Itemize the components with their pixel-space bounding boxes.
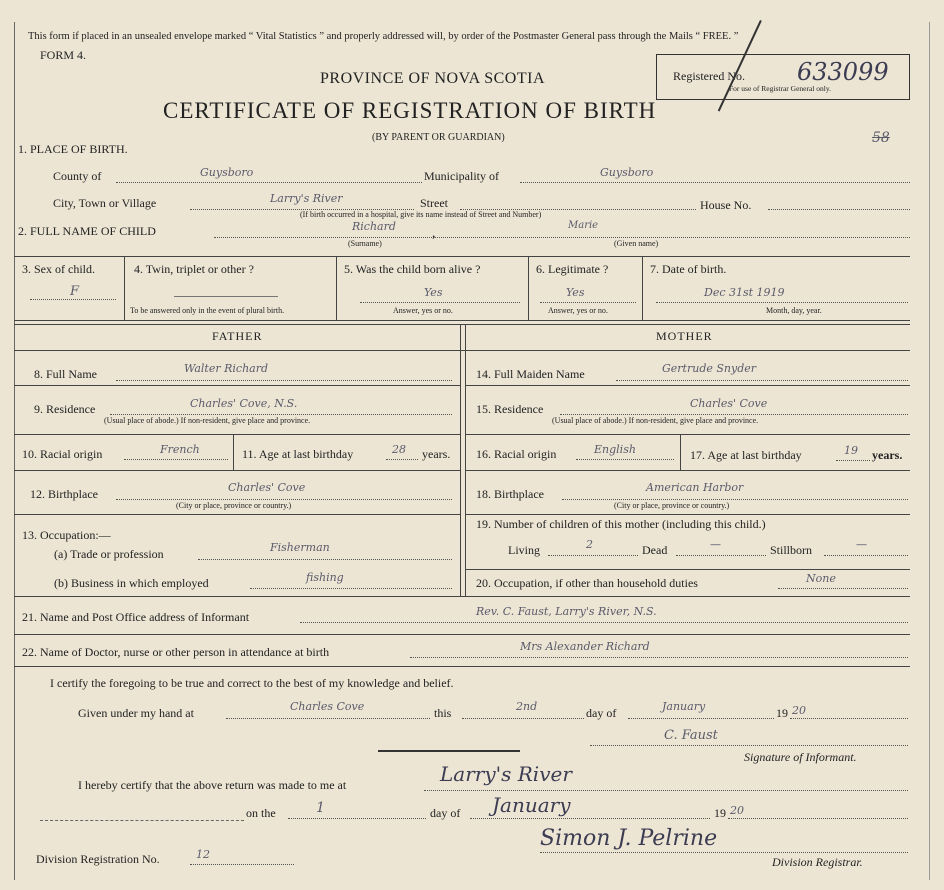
trade-value: Fisherman: [270, 541, 330, 554]
father-racial-label: 10. Racial origin: [22, 447, 103, 461]
registrar-day-of-label: day of: [430, 806, 461, 820]
registrar-note: For use of Registrar General only.: [729, 84, 831, 93]
left-border: [14, 22, 15, 880]
page-subtitle: (BY PARENT OR GUARDIAN): [372, 132, 505, 143]
this-label: this: [434, 706, 452, 720]
province-heading: PROVINCE OF NOVA SCOTIA: [320, 70, 546, 87]
corner-mark: 58: [872, 130, 890, 146]
surname-note: (Surname): [348, 239, 382, 248]
dead-label: Dead: [642, 543, 668, 557]
doctor-value: Mrs Alexander Richard: [520, 640, 650, 653]
informant-label: 21. Name and Post Office address of Informant: [22, 610, 250, 624]
registrar-statement: I hereby certify that the above return was made to me at: [78, 778, 347, 792]
legitimate-note: Answer, yes or no.: [548, 306, 608, 315]
registered-label: Registered No.: [673, 69, 745, 83]
business-value: fishing: [306, 571, 344, 584]
house-label: House No.: [700, 198, 752, 212]
division-no-label: Division Registration No.: [36, 852, 160, 866]
child-surname: Richard: [352, 220, 396, 233]
mother-name-label: 14. Full Maiden Name: [476, 367, 585, 381]
cert-year-prefix: 19: [776, 706, 788, 720]
child-given-name: Marie: [568, 220, 599, 231]
legitimate-label: 6. Legitimate ?: [536, 262, 609, 276]
mother-residence-value: Charles' Cove: [690, 397, 768, 410]
doctor-label: 22. Name of Doctor, nurse or other person in attendance at birth: [22, 645, 330, 659]
registered-number-box: [656, 54, 910, 100]
county-label: County of: [53, 169, 102, 183]
registrar-day: 1: [316, 800, 325, 816]
alive-label: 5. Was the child born alive ?: [344, 262, 481, 276]
registrar-year-prefix: 19: [714, 806, 726, 820]
mother-residence-note: (Usual place of abode.) If non-resident, give place and province.: [552, 416, 759, 425]
municipality-label: Municipality of: [424, 169, 499, 183]
signature-of-informant-label: Signature of Informant.: [744, 750, 857, 764]
registered-value: 633099: [797, 58, 889, 86]
registrar-year: 20: [730, 804, 744, 817]
given-label: Given under my hand at: [78, 706, 194, 720]
twin-note: To be answered only in the event of plural birth.: [130, 306, 285, 315]
mother-residence-label: 15. Residence: [476, 402, 544, 416]
father-age-value: 28: [392, 443, 406, 456]
registrar-place: Larry's River: [440, 762, 572, 786]
given-place: Charles Cove: [290, 700, 365, 713]
date-note: Month, day, year.: [766, 306, 822, 315]
informant-signature: C. Faust: [664, 728, 718, 743]
municipality-value: Guysboro: [600, 166, 654, 179]
business-label: (b) Business in which employed: [54, 576, 209, 590]
children-label: 19. Number of children of this mother (including this child.): [476, 517, 766, 531]
right-border: [929, 22, 930, 880]
birth-certificate: This form if placed in an unsealed envelope marked “ Vital Statistics ” and properly addressed will, by order of the Postmaster General pass through the Mails “ FREE. ” FORM 4. PROVINCE OF NOVA SCOTIA CERTIFICATE OF REGISTRATION OF BIRTH (BY PARENT OR GUARDIAN) Registered No. 633099 For use of Registrar General only. 58 1. PLACE OF BIRTH. County of Guysboro Municipality of Guysboro City, Town or Village Larry's River Street House No. (If birth occurred in a hospital, give its name instead of Street and Number) 2. FULL NAME OF CHILD Richard , Marie (Surname) (Given name) 3. Sex of child. F 4. Twin, triplet or other ? To be answered only in the event of plural birth. 5. Was the child born alive ? Yes Answer, yes or no. 6. Legitimate ? Yes Answer, yes or no. 7. Date of birth. Dec 31st 1919 Month, day, year. FATHER MOTHER 8. Full Name Walter Richard 9. Residence Charles' Cove, N.S. (Usual place of abode.) If non-resident, give place and province. 10. Racial origin French 11. Age at last birthday 28 years. 12. Birthplace Charles' Cove (City or place, province or country.) 13. Occupation:— (a) Trade or profession Fisherman (b) Business in which employed fishing 14. Full Maiden Name Gertrude Snyder 15. Residence Charles' Cove (Usual place of abode.) If non-resident, give place and province. 16. Racial origin English 17. Age at last birthday 19 years. 18. Birthplace American Harbor (City or place, province or country.) 19. Number of children of this mother (including this child.) Living 2 Dead — Stillborn — 20. Occupation, if other than household duties None 21. Name and Post Office address of Informant Rev. C. Faust, Larry's River, N.S. 22. Name of Doctor, nurse or other person in attendance at birth Mrs Alexander Richard I certify the foregoing to be true and correct to the best of my knowledge and belief. Given under my hand at Charles Cove this 2nd day of January 19 20 C. Faust Signature of Informant. I hereby certify that the above return was made to me at Larry's River on the 1 day of January 19 20 Simon J. Pelrine Division Registration No. 12 Division Registrar.: [0, 0, 944, 890]
twin-label: 4. Twin, triplet or other ?: [134, 262, 254, 276]
child-name-label: 2. FULL NAME OF CHILD: [18, 224, 156, 238]
form-number: FORM 4.: [40, 48, 87, 62]
date-value: Dec 31st 1919: [704, 286, 785, 299]
stillborn-label: Stillborn: [770, 543, 813, 557]
place-of-birth-label: 1. PLACE OF BIRTH.: [18, 142, 128, 156]
stillborn-value: —: [856, 538, 867, 551]
division-registrar-label: Division Registrar.: [772, 855, 863, 869]
registrar-month: January: [492, 793, 571, 817]
city-value: Larry's River: [270, 192, 343, 205]
father-name-value: Walter Richard: [184, 362, 269, 375]
father-racial-value: French: [160, 443, 200, 456]
given-note: (Given name): [614, 239, 659, 248]
mother-occupation-value: None: [806, 572, 836, 585]
city-label: City, Town or Village: [53, 196, 157, 210]
father-residence-note: (Usual place of abode.) If non-resident, give place and province.: [104, 416, 311, 425]
legitimate-value: Yes: [566, 286, 585, 299]
mother-racial-value: English: [594, 443, 636, 456]
mother-birthplace-value: American Harbor: [646, 481, 744, 494]
mother-birthplace-note: (City or place, province or country.): [614, 501, 730, 510]
mother-years: years.: [872, 448, 903, 462]
date-label: 7. Date of birth.: [650, 262, 727, 276]
hospital-note: (If birth occurred in a hospital, give its name instead of Street and Number): [300, 210, 542, 219]
father-age-label: 11. Age at last birthday: [242, 447, 354, 461]
cert-month-value: January: [662, 700, 706, 713]
sex-value: F: [70, 284, 80, 299]
division-no-value: 12: [196, 848, 210, 861]
father-header: FATHER: [212, 329, 263, 343]
cert-day-of-label: day of: [586, 706, 617, 720]
sex-label: 3. Sex of child.: [22, 262, 95, 276]
mother-birthplace-label: 18. Birthplace: [476, 487, 544, 501]
mother-racial-label: 16. Racial origin: [476, 447, 557, 461]
alive-note: Answer, yes or no.: [393, 306, 453, 315]
father-residence-label: 9. Residence: [34, 402, 96, 416]
dead-value: —: [710, 538, 721, 551]
occupation-label: 13. Occupation:—: [22, 528, 111, 542]
mother-occupation-label: 20. Occupation, if other than household duties: [476, 576, 698, 590]
trade-label: (a) Trade or profession: [54, 547, 164, 561]
alive-value: Yes: [424, 286, 443, 299]
cert-year-value: 20: [792, 704, 806, 717]
father-birthplace-value: Charles' Cove: [228, 481, 306, 494]
this-value: 2nd: [516, 700, 538, 713]
living-label: Living: [508, 543, 540, 557]
informant-value: Rev. C. Faust, Larry's River, N.S.: [476, 605, 657, 618]
mother-name-value: Gertrude Snyder: [662, 362, 757, 375]
county-value: Guysboro: [200, 166, 254, 179]
mother-age-value: 19: [844, 444, 858, 457]
certify-statement: I certify the foregoing to be true and correct to the best of my knowledge and belief.: [50, 676, 454, 690]
page-title: CERTIFICATE OF REGISTRATION OF BIRTH: [163, 98, 657, 123]
registrar-signature: Simon J. Pelrine: [540, 826, 718, 851]
postal-notice: This form if placed in an unsealed envelope marked “ Vital Statistics ” and properly addressed will, by order of the Postmaster General pass through the Mails “ FREE. ”: [28, 31, 739, 42]
mother-age-label: 17. Age at last birthday: [690, 448, 802, 462]
living-value: 2: [586, 538, 593, 551]
father-name-label: 8. Full Name: [34, 367, 97, 381]
father-residence-value: Charles' Cove, N.S.: [190, 397, 298, 410]
street-label: Street: [420, 196, 448, 210]
father-birthplace-label: 12. Birthplace: [30, 487, 98, 501]
father-years: years.: [422, 447, 451, 461]
father-birthplace-note: (City or place, province or country.): [176, 501, 292, 510]
mother-header: MOTHER: [656, 329, 713, 343]
on-the-label: on the: [246, 806, 276, 820]
